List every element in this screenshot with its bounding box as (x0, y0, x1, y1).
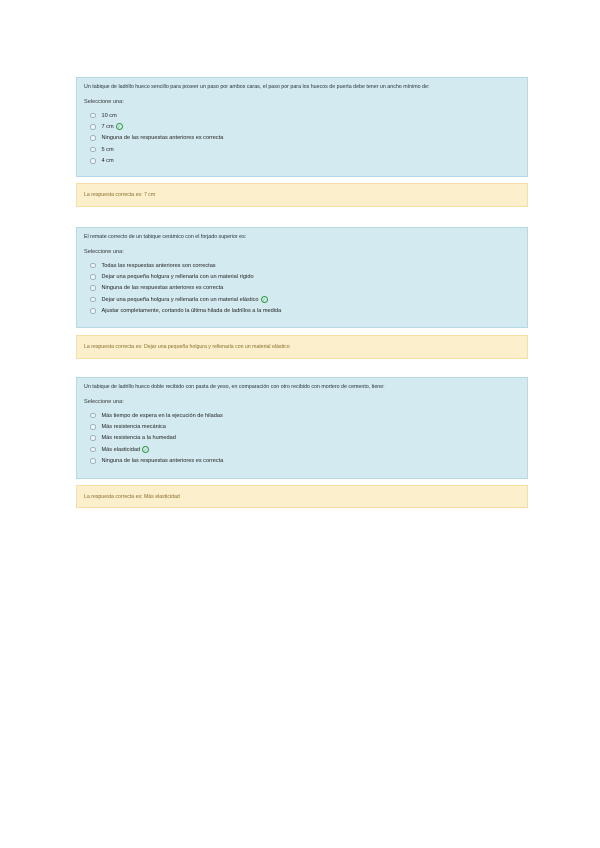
radio-button[interactable] (90, 285, 96, 291)
radio-button[interactable] (90, 458, 96, 464)
answer-label: Más resistencia a la humedad (101, 435, 176, 442)
radio-button[interactable] (90, 135, 96, 141)
answer-label: Más resistencia mecánica (101, 423, 166, 430)
answer-option[interactable] (84, 421, 520, 432)
feedback-box-3 (76, 485, 528, 508)
answer-label: Dejar una pequeña holgura y rellenarla con un material elástico (101, 296, 259, 303)
answer-option[interactable] (84, 144, 520, 155)
answer-option[interactable] (84, 283, 520, 294)
correct-answer-text: La respuesta correcta es: Más elasticidad (84, 493, 180, 500)
feedback-box-2 (76, 335, 528, 359)
answer-label: Ninguna de las respuestas anteriores es correcta (101, 457, 224, 464)
answer-list (84, 410, 520, 466)
question-text: El remate correcto de un tabique cerámico con el forjado superior es: (84, 234, 247, 240)
answer-label: 4 cm (101, 157, 114, 164)
radio-button[interactable] (90, 274, 96, 280)
check-circle-icon: ✓ (262, 297, 266, 303)
answer-prompt: Seleccione una: (84, 99, 124, 105)
question-card-2 (76, 227, 528, 328)
answer-list (84, 260, 520, 316)
answer-label: Todas las respuestas anteriores son correctas (101, 262, 216, 269)
answer-label: Dejar una pequeña holgura y rellenarla con un material rígido (101, 273, 254, 280)
answer-label: Más tiempo de espera en la ejecución de hiladas (101, 412, 223, 419)
answer-option[interactable] (84, 305, 520, 316)
question-card-1 (76, 77, 528, 177)
answer-option[interactable] (84, 444, 520, 455)
answer-label: 5 cm (101, 146, 114, 153)
answer-prompt: Seleccione una: (84, 249, 124, 255)
radio-button[interactable] (90, 297, 96, 303)
question-text: Un tabique de ladrillo hueco sencillo para poseer un paso por ambos caras, el paso por para los huecos de puerta debe tener un ancho mínimo de: (84, 84, 430, 90)
radio-button[interactable] (90, 147, 96, 153)
radio-button[interactable] (90, 263, 96, 269)
radio-button[interactable] (90, 435, 96, 441)
answer-label: 10 cm (101, 112, 117, 119)
answer-option[interactable] (84, 455, 520, 466)
answer-label: Más elasticidad (101, 446, 141, 453)
radio-button[interactable] (90, 424, 96, 430)
answer-option[interactable] (84, 433, 520, 444)
radio-button[interactable] (90, 308, 96, 314)
correct-answer-text: La respuesta correcta es: Dejar una pequeña holgura y rellenarla con un material elástico (84, 344, 290, 350)
answer-option[interactable] (84, 271, 520, 282)
answer-option[interactable] (84, 110, 520, 121)
answer-option[interactable] (84, 155, 520, 166)
radio-button[interactable] (90, 158, 96, 164)
answer-option[interactable] (84, 121, 520, 132)
radio-button[interactable] (90, 113, 96, 119)
answer-option[interactable] (84, 410, 520, 421)
feedback-box-1 (76, 183, 528, 207)
radio-button[interactable] (90, 447, 96, 453)
correct-answer-text: La respuesta correcta es: 7 cm (84, 192, 156, 198)
answer-option[interactable] (84, 294, 520, 305)
check-circle-icon: ✓ (117, 124, 121, 130)
check-circle-icon: ✓ (143, 447, 148, 453)
question-card-3 (76, 377, 528, 479)
answer-label: Ninguna de las respuestas anteriores es correcta (101, 285, 224, 292)
answer-label: Ninguna de las respuestas anteriores es correcta (101, 135, 224, 142)
answer-option[interactable] (84, 260, 520, 271)
answer-label: 7 cm (101, 123, 114, 130)
answer-label: Ajustar completamente, cortando la última hilada de ladrillos a la medida (101, 307, 282, 314)
answer-list (84, 110, 520, 166)
answer-option[interactable] (84, 133, 520, 144)
radio-button[interactable] (90, 124, 96, 130)
radio-button[interactable] (90, 413, 96, 419)
question-text: Un tabique de ladrillo hueco doble recibido con pasta de yeso, en comparación con otro recibido con mortero de cemento, tiene: (84, 384, 385, 390)
answer-prompt: Seleccione una: (84, 399, 124, 405)
